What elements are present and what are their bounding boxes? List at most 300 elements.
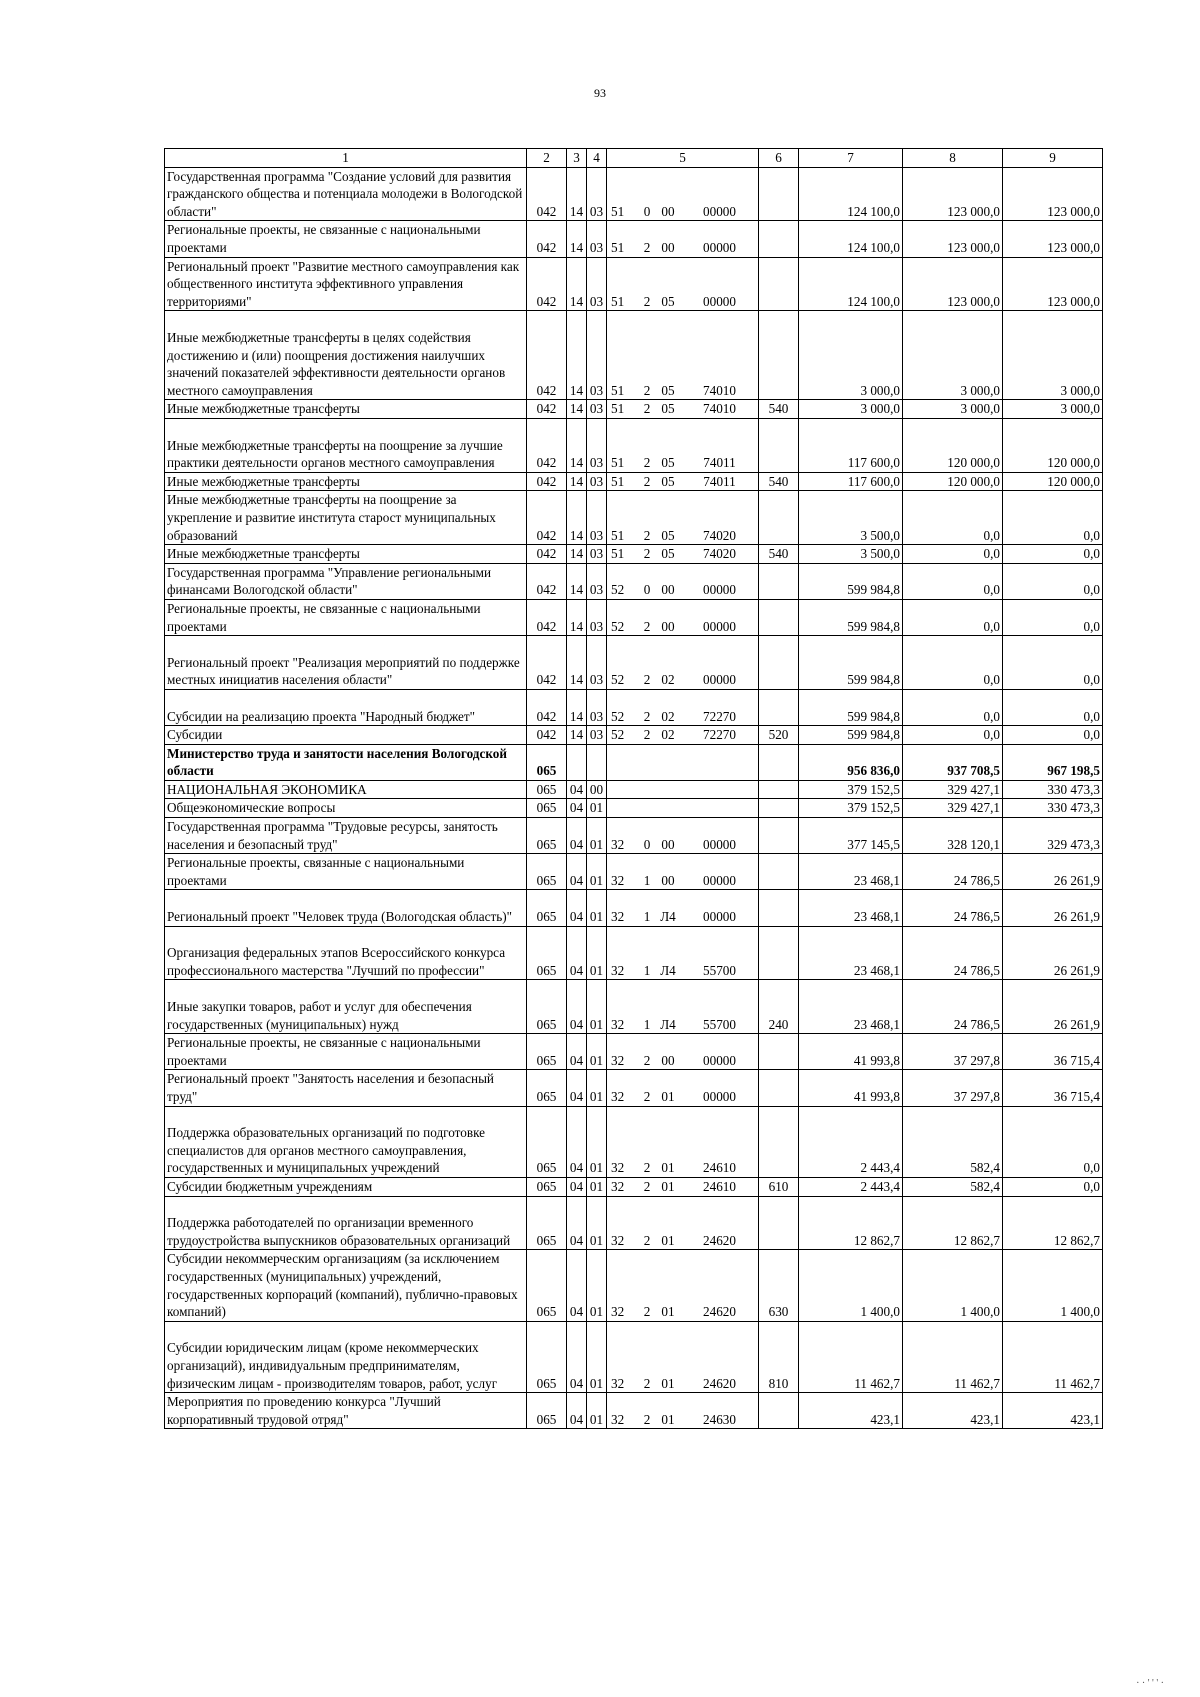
amount-year-2: 123 000,0 xyxy=(903,167,1003,221)
row-name: НАЦИОНАЛЬНАЯ ЭКОНОМИКА xyxy=(165,780,527,799)
table-row xyxy=(165,1178,1103,1197)
code-target-part: 52 xyxy=(611,618,625,634)
table-row xyxy=(165,980,1103,1034)
code-target-part: 00000 xyxy=(703,672,736,688)
code-section: 14 xyxy=(567,311,587,400)
code-target xyxy=(607,1070,759,1106)
code-target-part: 2 xyxy=(643,1304,651,1320)
code-target-part: 00000 xyxy=(703,909,736,925)
table-row xyxy=(165,1393,1103,1429)
amount-year-1: 599 984,8 xyxy=(799,726,903,745)
code-target-part: 51 xyxy=(611,455,625,471)
amount-year-3: 0,0 xyxy=(1003,599,1103,635)
header-cell: 6 xyxy=(759,149,799,168)
code-admin: 065 xyxy=(527,799,567,818)
code-admin: 042 xyxy=(527,563,567,599)
code-target-part: 74010 xyxy=(703,401,736,417)
code-admin: 065 xyxy=(527,1178,567,1197)
amount-year-1: 11 462,7 xyxy=(799,1321,903,1392)
code-subsection: 03 xyxy=(587,491,607,545)
code-target-part: 74011 xyxy=(703,455,736,471)
code-section: 04 xyxy=(567,1393,587,1429)
amount-year-2: 120 000,0 xyxy=(903,418,1003,472)
code-target-part: Л4 xyxy=(660,909,676,925)
amount-year-3: 12 862,7 xyxy=(1003,1196,1103,1250)
header-row xyxy=(165,149,1103,168)
code-subsection: 03 xyxy=(587,418,607,472)
amount-year-3: 11 462,7 xyxy=(1003,1321,1103,1392)
code-target xyxy=(607,563,759,599)
code-subsection: 03 xyxy=(587,311,607,400)
code-target-part: 32 xyxy=(611,1179,625,1194)
table-row xyxy=(165,599,1103,635)
code-section: 04 xyxy=(567,1106,587,1177)
amount-year-3: 0,0 xyxy=(1003,545,1103,564)
code-target-part: 32 xyxy=(611,1375,625,1391)
row-name: Иные закупки товаров, работ и услуг для обеспечения государственных (муниципальных) нужд xyxy=(165,980,527,1034)
code-subsection xyxy=(587,744,607,780)
code-section: 04 xyxy=(567,926,587,980)
amount-year-2: 37 297,8 xyxy=(903,1070,1003,1106)
amount-year-2: 0,0 xyxy=(903,689,1003,725)
row-name: Государственная программа "Трудовые ресурсы, занятость населения и безопасный труд" xyxy=(165,818,527,854)
code-target-part: 00000 xyxy=(703,836,736,852)
table-row xyxy=(165,744,1103,780)
header-cell: 8 xyxy=(903,149,1003,168)
code-target-part: 24620 xyxy=(703,1304,736,1320)
code-target xyxy=(607,1178,759,1197)
code-target xyxy=(607,545,759,564)
code-subsection: 01 xyxy=(587,1321,607,1392)
amount-year-1: 379 152,5 xyxy=(799,780,903,799)
amount-year-3: 26 261,9 xyxy=(1003,890,1103,926)
code-section: 14 xyxy=(567,418,587,472)
table-row xyxy=(165,1250,1103,1321)
code-target-part: 24610 xyxy=(703,1179,736,1194)
code-section: 04 xyxy=(567,1070,587,1106)
code-target xyxy=(607,1393,759,1429)
amount-year-3: 123 000,0 xyxy=(1003,257,1103,311)
code-admin: 065 xyxy=(527,1034,567,1070)
table-row xyxy=(165,689,1103,725)
row-name: Региональный проект "Реализация мероприятий по поддержке местных инициатив населения области" xyxy=(165,636,527,690)
code-admin: 042 xyxy=(527,472,567,491)
code-target-part: 02 xyxy=(661,672,675,688)
row-name: Государственная программа "Создание условий для развития гражданского общества и потенциала молодежи в Вологодской области" xyxy=(165,167,527,221)
row-name: Региональные проекты, связанные с национальными проектами xyxy=(165,854,527,890)
table-row xyxy=(165,418,1103,472)
row-name: Организация федеральных этапов Всероссийского конкурса профессионального мастерства "Лучший по профессии" xyxy=(165,926,527,980)
code-subsection: 03 xyxy=(587,563,607,599)
amount-year-2: 0,0 xyxy=(903,491,1003,545)
code-subsection: 01 xyxy=(587,1393,607,1429)
code-expense-type xyxy=(759,563,799,599)
code-target xyxy=(607,257,759,311)
code-subsection: 01 xyxy=(587,818,607,854)
code-expense-type xyxy=(759,1106,799,1177)
table-row xyxy=(165,854,1103,890)
code-admin: 065 xyxy=(527,780,567,799)
header-cell: 2 xyxy=(527,149,567,168)
amount-year-1: 1 400,0 xyxy=(799,1250,903,1321)
code-target-part: 51 xyxy=(611,401,625,417)
amount-year-1: 599 984,8 xyxy=(799,599,903,635)
amount-year-2: 329 427,1 xyxy=(903,780,1003,799)
code-target-part: Л4 xyxy=(660,1016,676,1032)
code-target-part: 74010 xyxy=(703,382,736,398)
table-row xyxy=(165,545,1103,564)
code-target xyxy=(607,1034,759,1070)
code-target xyxy=(607,780,759,799)
code-section: 04 xyxy=(567,818,587,854)
code-target-part: 1 xyxy=(643,909,651,925)
code-admin: 042 xyxy=(527,726,567,745)
code-expense-type: 630 xyxy=(759,1250,799,1321)
code-subsection: 03 xyxy=(587,545,607,564)
amount-year-2: 0,0 xyxy=(903,636,1003,690)
header-cell: 5 xyxy=(607,149,759,168)
code-section: 04 xyxy=(567,799,587,818)
code-target-part: 0 xyxy=(643,203,651,219)
row-name: Мероприятия по проведению конкурса "Лучший корпоративный трудовой отряд" xyxy=(165,1393,527,1429)
code-subsection: 00 xyxy=(587,780,607,799)
code-target-part: 32 xyxy=(611,1089,625,1105)
amount-year-2: 24 786,5 xyxy=(903,890,1003,926)
code-target-part: 32 xyxy=(611,1052,625,1068)
amount-year-3: 330 473,3 xyxy=(1003,780,1103,799)
code-target-part: 2 xyxy=(643,1179,651,1194)
amount-year-3: 123 000,0 xyxy=(1003,221,1103,257)
row-name: Поддержка образовательных организаций по подготовке специалистов для органов местного самоуправления, государственных и муниципальных учреждений xyxy=(165,1106,527,1177)
code-target-part: 00000 xyxy=(703,1089,736,1105)
amount-year-1: 3 000,0 xyxy=(799,311,903,400)
code-subsection: 03 xyxy=(587,167,607,221)
row-name: Региональный проект "Человек труда (Вологодская область)" xyxy=(165,890,527,926)
code-target-part: 00 xyxy=(661,203,675,219)
code-section: 04 xyxy=(567,854,587,890)
code-target-part: 2 xyxy=(643,672,651,688)
code-section: 04 xyxy=(567,980,587,1034)
amount-year-3: 0,0 xyxy=(1003,1106,1103,1177)
code-target-part: 02 xyxy=(661,708,675,724)
code-target-part: 32 xyxy=(611,836,625,852)
code-expense-type xyxy=(759,221,799,257)
code-target-part: 00000 xyxy=(703,239,736,255)
amount-year-1: 23 468,1 xyxy=(799,980,903,1034)
amount-year-3: 120 000,0 xyxy=(1003,418,1103,472)
code-expense-type xyxy=(759,636,799,690)
amount-year-2: 24 786,5 xyxy=(903,854,1003,890)
amount-year-1: 23 468,1 xyxy=(799,890,903,926)
code-target-part: 05 xyxy=(661,546,675,562)
code-admin: 042 xyxy=(527,491,567,545)
code-expense-type xyxy=(759,491,799,545)
code-expense-type: 540 xyxy=(759,472,799,491)
code-section: 14 xyxy=(567,400,587,419)
code-target-part: 2 xyxy=(643,727,651,743)
code-target xyxy=(607,472,759,491)
amount-year-3: 0,0 xyxy=(1003,1178,1103,1197)
code-subsection: 01 xyxy=(587,1106,607,1177)
table-row xyxy=(165,636,1103,690)
row-name: Иные межбюджетные трансферты xyxy=(165,472,527,491)
code-subsection: 01 xyxy=(587,799,607,818)
code-target xyxy=(607,400,759,419)
code-target xyxy=(607,167,759,221)
table-row xyxy=(165,1034,1103,1070)
code-subsection: 03 xyxy=(587,400,607,419)
amount-year-1: 599 984,8 xyxy=(799,689,903,725)
code-target-part: 2 xyxy=(643,1375,651,1391)
code-target-part: 52 xyxy=(611,727,625,743)
table-row xyxy=(165,472,1103,491)
code-target-part: 51 xyxy=(611,293,625,309)
code-target-part: 00000 xyxy=(703,618,736,634)
amount-year-3: 0,0 xyxy=(1003,563,1103,599)
code-expense-type xyxy=(759,599,799,635)
code-target-part: 2 xyxy=(643,708,651,724)
code-admin: 065 xyxy=(527,1106,567,1177)
amount-year-1: 3 500,0 xyxy=(799,491,903,545)
code-section: 04 xyxy=(567,1178,587,1197)
code-target-part: 24630 xyxy=(703,1411,736,1427)
code-target xyxy=(607,744,759,780)
code-admin: 042 xyxy=(527,311,567,400)
code-target-part: 00000 xyxy=(703,872,736,888)
table-row xyxy=(165,726,1103,745)
amount-year-1: 2 443,4 xyxy=(799,1106,903,1177)
code-target-part: 01 xyxy=(661,1089,675,1105)
code-target-part: 32 xyxy=(611,1160,625,1176)
amount-year-1: 41 993,8 xyxy=(799,1034,903,1070)
amount-year-1: 23 468,1 xyxy=(799,854,903,890)
code-target-part: 05 xyxy=(661,527,675,543)
code-target-part: 00 xyxy=(661,836,675,852)
code-section: 14 xyxy=(567,472,587,491)
code-target-part: 55700 xyxy=(703,962,736,978)
code-section: 04 xyxy=(567,890,587,926)
amount-year-2: 582,4 xyxy=(903,1106,1003,1177)
code-target-part: 51 xyxy=(611,239,625,255)
amount-year-3: 0,0 xyxy=(1003,491,1103,545)
code-target-part: 32 xyxy=(611,1232,625,1248)
code-target xyxy=(607,1250,759,1321)
amount-year-2: 0,0 xyxy=(903,545,1003,564)
code-target-part: 00 xyxy=(661,239,675,255)
code-target-part: 00 xyxy=(661,872,675,888)
code-admin: 042 xyxy=(527,167,567,221)
amount-year-1: 124 100,0 xyxy=(799,167,903,221)
code-expense-type: 240 xyxy=(759,980,799,1034)
amount-year-3: 423,1 xyxy=(1003,1393,1103,1429)
code-section: 04 xyxy=(567,1196,587,1250)
code-target-part: 02 xyxy=(661,727,675,743)
table-row xyxy=(165,1321,1103,1392)
amount-year-2: 24 786,5 xyxy=(903,926,1003,980)
code-target-part: 51 xyxy=(611,382,625,398)
row-name: Общеэкономические вопросы xyxy=(165,799,527,818)
code-admin: 065 xyxy=(527,1196,567,1250)
code-target-part: 1 xyxy=(643,962,651,978)
code-target-part: 74020 xyxy=(703,527,736,543)
amount-year-1: 599 984,8 xyxy=(799,563,903,599)
code-target xyxy=(607,726,759,745)
code-target-part: 00000 xyxy=(703,1052,736,1068)
amount-year-3: 36 715,4 xyxy=(1003,1034,1103,1070)
amount-year-2: 123 000,0 xyxy=(903,257,1003,311)
code-target-part: 01 xyxy=(661,1179,675,1194)
code-target-part: 00000 xyxy=(703,293,736,309)
row-name: Иные межбюджетные трансферты в целях содействия достижению и (или) поощрения достижения наилучших значений показателей эффективности деятельности органов местного самоуправления xyxy=(165,311,527,400)
code-target xyxy=(607,980,759,1034)
code-target-part: 2 xyxy=(643,1411,651,1427)
code-target-part: 72270 xyxy=(703,727,736,743)
code-section: 14 xyxy=(567,689,587,725)
row-name: Региональные проекты, не связанные с национальными проектами xyxy=(165,599,527,635)
code-subsection: 01 xyxy=(587,980,607,1034)
code-target-part: 0 xyxy=(643,836,651,852)
code-expense-type xyxy=(759,890,799,926)
code-subsection: 01 xyxy=(587,1034,607,1070)
row-name: Иные межбюджетные трансферты xyxy=(165,545,527,564)
amount-year-1: 3 500,0 xyxy=(799,545,903,564)
amount-year-2: 120 000,0 xyxy=(903,472,1003,491)
code-target-part: 32 xyxy=(611,909,625,925)
code-target-part: 51 xyxy=(611,473,625,489)
code-admin: 065 xyxy=(527,1070,567,1106)
table-row xyxy=(165,799,1103,818)
code-target-part: 51 xyxy=(611,203,625,219)
code-target-part: 2 xyxy=(643,473,651,489)
amount-year-1: 117 600,0 xyxy=(799,472,903,491)
code-expense-type xyxy=(759,311,799,400)
amount-year-3: 36 715,4 xyxy=(1003,1070,1103,1106)
table-row xyxy=(165,167,1103,221)
table-row xyxy=(165,311,1103,400)
amount-year-1: 23 468,1 xyxy=(799,926,903,980)
code-subsection: 03 xyxy=(587,689,607,725)
code-section: 14 xyxy=(567,545,587,564)
code-target-part: 0 xyxy=(643,582,651,598)
code-expense-type xyxy=(759,418,799,472)
code-target-part: 32 xyxy=(611,962,625,978)
row-name: Государственная программа "Управление региональными финансами Вологодской области" xyxy=(165,563,527,599)
row-name: Субсидии юридическим лицам (кроме некоммерческих организаций), индивидуальным предпринимателям, физическим лицам - производителям товаров, работ, услуг xyxy=(165,1321,527,1392)
header-cell: 9 xyxy=(1003,149,1103,168)
code-admin: 042 xyxy=(527,599,567,635)
amount-year-3: 120 000,0 xyxy=(1003,472,1103,491)
code-target-part: 05 xyxy=(661,382,675,398)
amount-year-1: 117 600,0 xyxy=(799,418,903,472)
amount-year-2: 0,0 xyxy=(903,726,1003,745)
code-subsection: 01 xyxy=(587,1070,607,1106)
code-expense-type xyxy=(759,818,799,854)
row-name: Субсидии на реализацию проекта "Народный бюджет" xyxy=(165,689,527,725)
code-target-part: 32 xyxy=(611,1304,625,1320)
code-subsection: 01 xyxy=(587,1178,607,1197)
code-target-part: 01 xyxy=(661,1375,675,1391)
code-target-part: 32 xyxy=(611,1411,625,1427)
amount-year-1: 3 000,0 xyxy=(799,400,903,419)
code-section: 14 xyxy=(567,563,587,599)
code-target-part: 2 xyxy=(643,618,651,634)
table-row xyxy=(165,780,1103,799)
code-subsection: 03 xyxy=(587,726,607,745)
amount-year-2: 37 297,8 xyxy=(903,1034,1003,1070)
code-admin: 065 xyxy=(527,854,567,890)
code-target xyxy=(607,926,759,980)
code-section: 04 xyxy=(567,1034,587,1070)
code-target xyxy=(607,689,759,725)
code-section: 14 xyxy=(567,167,587,221)
code-section: 14 xyxy=(567,491,587,545)
code-target-part: 52 xyxy=(611,672,625,688)
row-name: Региональный проект "Развитие местного самоуправления как общественного института эффективного управления территориями" xyxy=(165,257,527,311)
code-target-part: 74011 xyxy=(703,473,736,489)
code-target-part: 55700 xyxy=(703,1016,736,1032)
amount-year-2: 937 708,5 xyxy=(903,744,1003,780)
code-expense-type: 520 xyxy=(759,726,799,745)
code-target-part: 00 xyxy=(661,582,675,598)
code-target xyxy=(607,599,759,635)
code-section: 14 xyxy=(567,221,587,257)
code-target-part: 51 xyxy=(611,546,625,562)
row-name: Субсидии бюджетным учреждениям xyxy=(165,1178,527,1197)
code-subsection: 03 xyxy=(587,257,607,311)
amount-year-1: 2 443,4 xyxy=(799,1178,903,1197)
code-admin: 065 xyxy=(527,744,567,780)
table-row xyxy=(165,926,1103,980)
table-row xyxy=(165,1196,1103,1250)
code-target xyxy=(607,818,759,854)
code-target-part: 00 xyxy=(661,618,675,634)
header-cell: 7 xyxy=(799,149,903,168)
amount-year-1: 379 152,5 xyxy=(799,799,903,818)
code-target-part: 51 xyxy=(611,527,625,543)
amount-year-3: 26 261,9 xyxy=(1003,926,1103,980)
code-admin: 042 xyxy=(527,221,567,257)
row-name: Иные межбюджетные трансферты на поощрение за укрепление и развитие института старост муниципальных образований xyxy=(165,491,527,545)
code-admin: 065 xyxy=(527,1321,567,1392)
code-expense-type xyxy=(759,1393,799,1429)
header-cell: 1 xyxy=(165,149,527,168)
code-target-part: 2 xyxy=(643,239,651,255)
code-expense-type xyxy=(759,1196,799,1250)
code-expense-type: 810 xyxy=(759,1321,799,1392)
table-row xyxy=(165,1070,1103,1106)
code-target-part: 32 xyxy=(611,872,625,888)
amount-year-2: 329 427,1 xyxy=(903,799,1003,818)
amount-year-3: 3 000,0 xyxy=(1003,311,1103,400)
code-section: 14 xyxy=(567,257,587,311)
amount-year-2: 582,4 xyxy=(903,1178,1003,1197)
code-section: 14 xyxy=(567,636,587,690)
table-row xyxy=(165,890,1103,926)
amount-year-3: 1 400,0 xyxy=(1003,1250,1103,1321)
code-target-part: 32 xyxy=(611,1016,625,1032)
code-target-part: 52 xyxy=(611,582,625,598)
code-target xyxy=(607,1196,759,1250)
code-admin: 042 xyxy=(527,257,567,311)
code-target-part: 05 xyxy=(661,401,675,417)
row-name: Иные межбюджетные трансферты xyxy=(165,400,527,419)
code-expense-type: 610 xyxy=(759,1178,799,1197)
code-section: 14 xyxy=(567,726,587,745)
amount-year-1: 599 984,8 xyxy=(799,636,903,690)
code-target xyxy=(607,1321,759,1392)
code-target xyxy=(607,799,759,818)
code-expense-type xyxy=(759,1034,799,1070)
